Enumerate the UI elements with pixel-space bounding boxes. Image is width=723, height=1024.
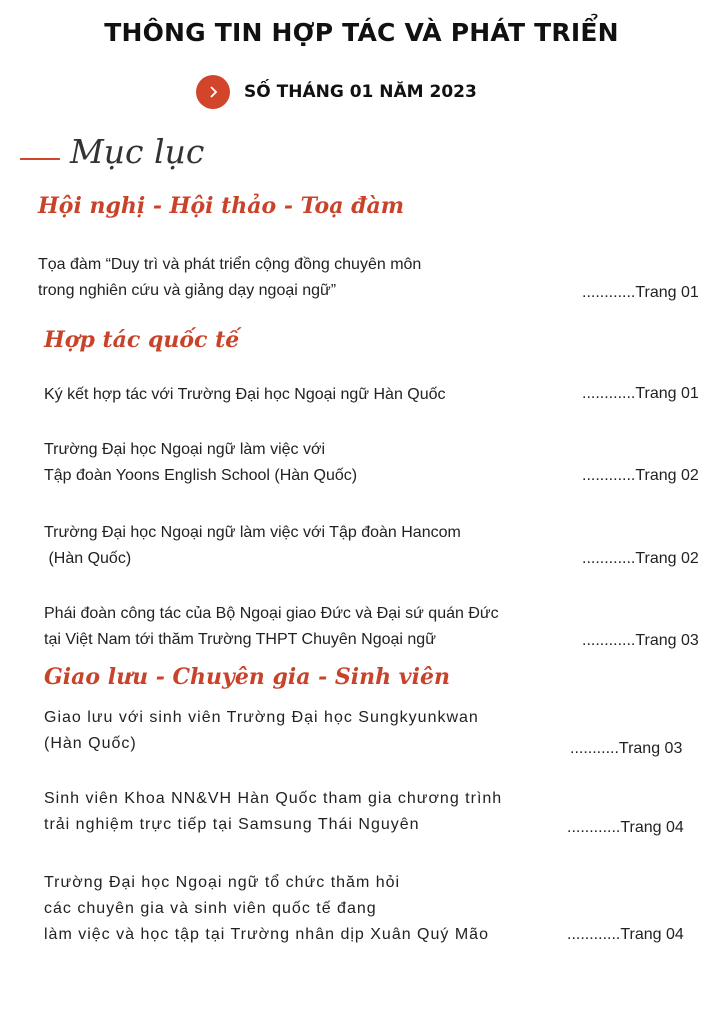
section-title-exchange: Giao lưu - Chuyên gia - Sinh viên [44,664,450,690]
page-ref: ............Trang 04 [567,926,684,943]
entry-line: (Hàn Quốc) [44,550,132,567]
page-ref: ............Trang 02 [582,550,699,567]
page-ref: ............Trang 01 [582,385,699,402]
toc-entry[interactable] [44,382,446,408]
entry-line: Giao lưu với sinh viên Trường Đại học Sungkyunkwan [44,709,479,726]
entry-line: Ký kết hợp tác với Trường Đại học Ngoại ngữ Hàn Quốc [44,386,446,403]
entry-line: Tập đoàn Yoons English School (Hàn Quốc) [44,467,358,484]
toc-entry[interactable] [44,437,357,489]
toc-entry[interactable] [44,601,499,653]
section-title-conferences: Hội nghị - Hội thảo - Toạ đàm [38,193,405,219]
chevron-right-icon[interactable] [196,75,230,109]
entry-line: Sinh viên Khoa NN&VH Hàn Quốc tham gia chương trình [44,790,503,807]
entry-line: Phái đoàn công tác của Bộ Ngoại giao Đức và Đại sứ quán Đức [44,605,499,622]
toc-entry[interactable] [44,705,479,757]
page-title: THÔNG TIN HỢP TÁC VÀ PHÁT TRIỂN [104,18,619,47]
entry-line: (Hàn Quốc) [44,735,137,752]
page-ref: ............Trang 02 [582,467,699,484]
issue-row [196,74,477,110]
section-title-international: Hợp tác quốc tế [44,327,240,353]
toc-heading: Mục lục [70,132,205,171]
toc-entry[interactable] [44,870,489,948]
toc-entry[interactable] [38,252,421,304]
page-ref: ............Trang 01 [582,284,699,301]
entry-line: tại Việt Nam tới thăm Trường THPT Chuyên Ngoại ngữ [44,631,436,648]
heading-divider [20,158,60,160]
toc-entry[interactable] [44,520,461,572]
page-ref: ............Trang 03 [582,632,699,649]
entry-line: Tọa đàm “Duy trì và phát triển cộng đồng chuyên môn [38,256,422,273]
entry-line: trong nghiên cứu và giảng dạy ngoại ngữ” [38,282,337,299]
entry-line: Trường Đại học Ngoại ngữ tổ chức thăm hỏi [44,874,401,891]
page-ref: ...........Trang 03 [570,740,683,757]
page-ref: ............Trang 04 [567,819,684,836]
entry-line: làm việc và học tập tại Trường nhân dịp Xuân Quý Mão [44,926,489,943]
entry-line: Trường Đại học Ngoại ngữ làm việc với Tập đoàn Hancom [44,524,461,541]
entry-line: Trường Đại học Ngoại ngữ làm việc với [44,441,326,458]
entry-line: các chuyên gia và sinh viên quốc tế đang [44,900,377,917]
entry-line: trải nghiệm trực tiếp tại Samsung Thái Nguyên [44,816,420,833]
issue-label: SỐ THÁNG 01 NĂM 2023 [244,82,477,102]
toc-entry[interactable] [44,786,502,838]
